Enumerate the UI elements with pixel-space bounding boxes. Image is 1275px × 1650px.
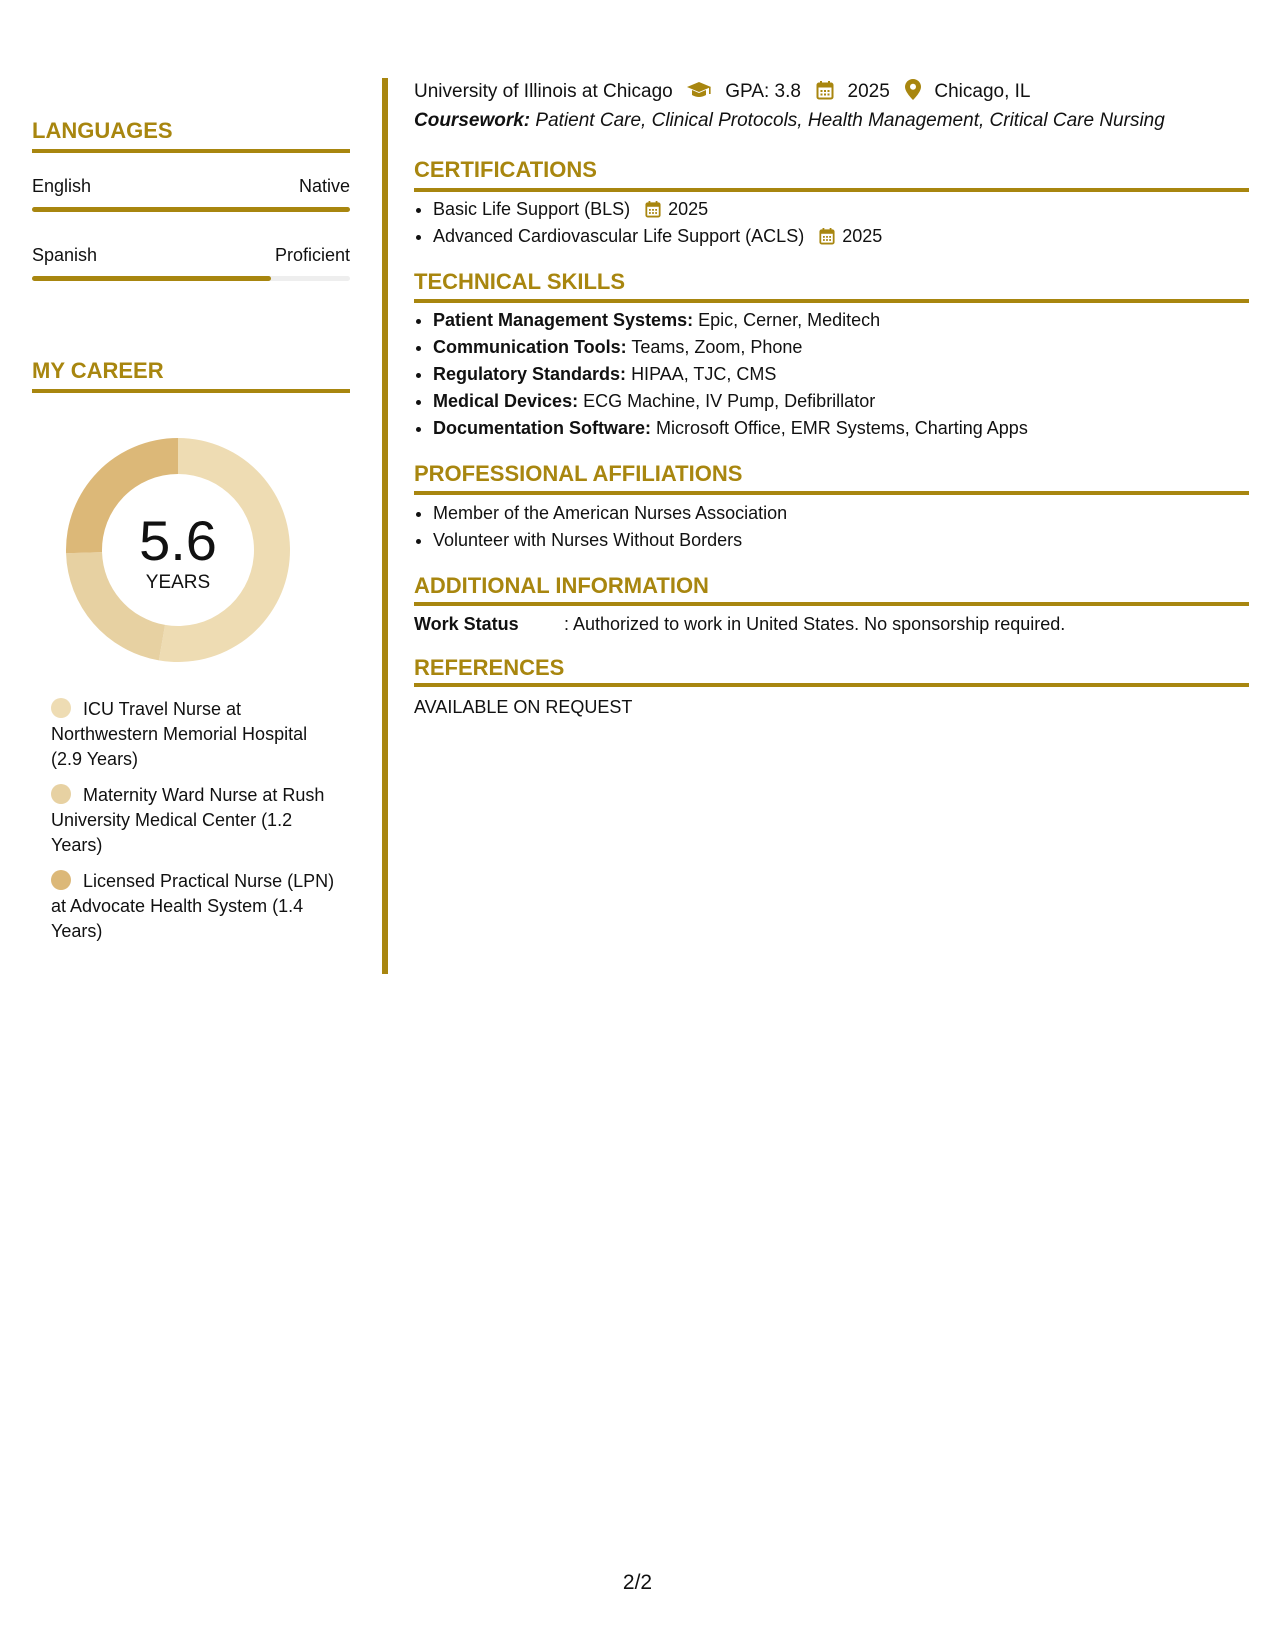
location: Chicago, IL bbox=[934, 81, 1031, 102]
career-legend-item bbox=[51, 783, 341, 858]
coursework-value: Patient Care, Clinical Protocols, Health Management, Critical Care Nursing bbox=[535, 110, 1165, 131]
career-rule bbox=[32, 389, 350, 393]
skill-value: Teams, Zoom, Phone bbox=[631, 337, 803, 357]
affiliations-rule bbox=[414, 491, 1249, 495]
skill-label: Documentation Software: bbox=[433, 418, 652, 438]
calendar-icon bbox=[816, 80, 834, 106]
certification-item bbox=[433, 223, 882, 250]
school-name: University of Illinois at Chicago bbox=[414, 81, 673, 102]
certification-name: Advanced Cardiovascular Life Support (ACLS) bbox=[433, 226, 805, 246]
work-status-line bbox=[414, 614, 1065, 635]
gpa: GPA: 3.8 bbox=[725, 81, 801, 102]
location-pin-icon bbox=[905, 79, 921, 106]
coursework-line bbox=[414, 110, 1165, 132]
affiliation-item: • Volunteer with Nurses Without Borders bbox=[433, 527, 787, 554]
legend-dot bbox=[51, 870, 71, 890]
additional-rule bbox=[414, 602, 1249, 606]
additional-title: ADDITIONAL INFORMATION bbox=[414, 573, 709, 598]
language-name: English bbox=[32, 176, 92, 196]
skills-list bbox=[414, 307, 1028, 442]
career-legend-label: Licensed Practical Nurse (LPN) at Advocate Health System (1.4 Years) bbox=[51, 871, 335, 941]
calendar-icon bbox=[645, 199, 661, 226]
skill-value: ECG Machine, IV Pump, Defibrillator bbox=[583, 391, 876, 411]
legend-dot bbox=[51, 698, 71, 718]
graduation-year: 2025 bbox=[847, 81, 890, 102]
certifications-list bbox=[414, 196, 882, 250]
coursework-label: Coursework: bbox=[414, 110, 531, 131]
column-divider bbox=[382, 78, 388, 974]
skills-rule bbox=[414, 299, 1249, 303]
language-bar-spanish bbox=[32, 276, 350, 281]
languages-rule bbox=[32, 149, 350, 153]
affiliations-list bbox=[414, 500, 787, 554]
career-legend-label: ICU Travel Nurse at Northwestern Memorial Hospital (2.9 Years) bbox=[51, 699, 308, 769]
skill-value: Microsoft Office, EMR Systems, Charting Apps bbox=[656, 418, 1028, 438]
career-donut-chart bbox=[66, 438, 290, 662]
skill-item bbox=[433, 361, 1028, 388]
language-bar-english bbox=[32, 207, 350, 212]
work-status-label: Work Status bbox=[414, 614, 519, 634]
career-total-years: 5.6 bbox=[139, 509, 217, 572]
certification-name: Basic Life Support (BLS) bbox=[433, 199, 631, 219]
language-level: Native bbox=[298, 176, 350, 196]
skills-title: TECHNICAL SKILLS bbox=[414, 269, 626, 294]
education-line bbox=[414, 79, 1031, 106]
certifications-rule bbox=[414, 188, 1249, 192]
affiliation-item: • Member of the American Nurses Association bbox=[433, 500, 787, 527]
references-text: AVAILABLE ON REQUEST bbox=[414, 697, 633, 717]
language-bar-fill bbox=[32, 207, 350, 212]
language-level: Proficient bbox=[274, 245, 350, 265]
skill-item bbox=[433, 388, 1028, 415]
skill-item bbox=[433, 307, 1028, 334]
certification-year: 2025 bbox=[668, 199, 709, 219]
certification-year: 2025 bbox=[842, 226, 883, 246]
career-legend-item bbox=[51, 697, 341, 772]
graduation-cap-icon bbox=[686, 80, 712, 106]
skill-item bbox=[433, 415, 1028, 442]
skill-item bbox=[433, 334, 1028, 361]
legend-dot bbox=[51, 784, 71, 804]
page-number: 2/2 bbox=[622, 1571, 653, 1594]
references-rule bbox=[414, 683, 1249, 687]
language-bar-fill bbox=[32, 276, 271, 281]
certification-item bbox=[433, 196, 882, 223]
certifications-title: CERTIFICATIONS bbox=[414, 157, 597, 182]
career-title: MY CAREER bbox=[32, 358, 164, 383]
skill-label: Patient Management Systems: bbox=[433, 310, 694, 330]
skill-label: Communication Tools: bbox=[433, 337, 627, 357]
career-total-unit: YEARS bbox=[145, 572, 211, 593]
career-legend-item bbox=[51, 869, 341, 944]
calendar-icon bbox=[819, 226, 835, 253]
work-status-value: : Authorized to work in United States. No sponsorship required. bbox=[564, 614, 1066, 634]
career-legend-label: Maternity Ward Nurse at Rush University Medical Center (1.2 Years) bbox=[51, 785, 325, 855]
skill-value: HIPAA, TJC, CMS bbox=[631, 364, 777, 384]
skill-label: Regulatory Standards: bbox=[433, 364, 627, 384]
skill-label: Medical Devices: bbox=[433, 391, 579, 411]
affiliations-title: PROFESSIONAL AFFILIATIONS bbox=[414, 461, 743, 486]
skill-value: Epic, Cerner, Meditech bbox=[698, 310, 881, 330]
languages-title: LANGUAGES bbox=[32, 118, 173, 143]
language-name: Spanish bbox=[32, 245, 98, 265]
references-title: REFERENCES bbox=[414, 655, 565, 680]
